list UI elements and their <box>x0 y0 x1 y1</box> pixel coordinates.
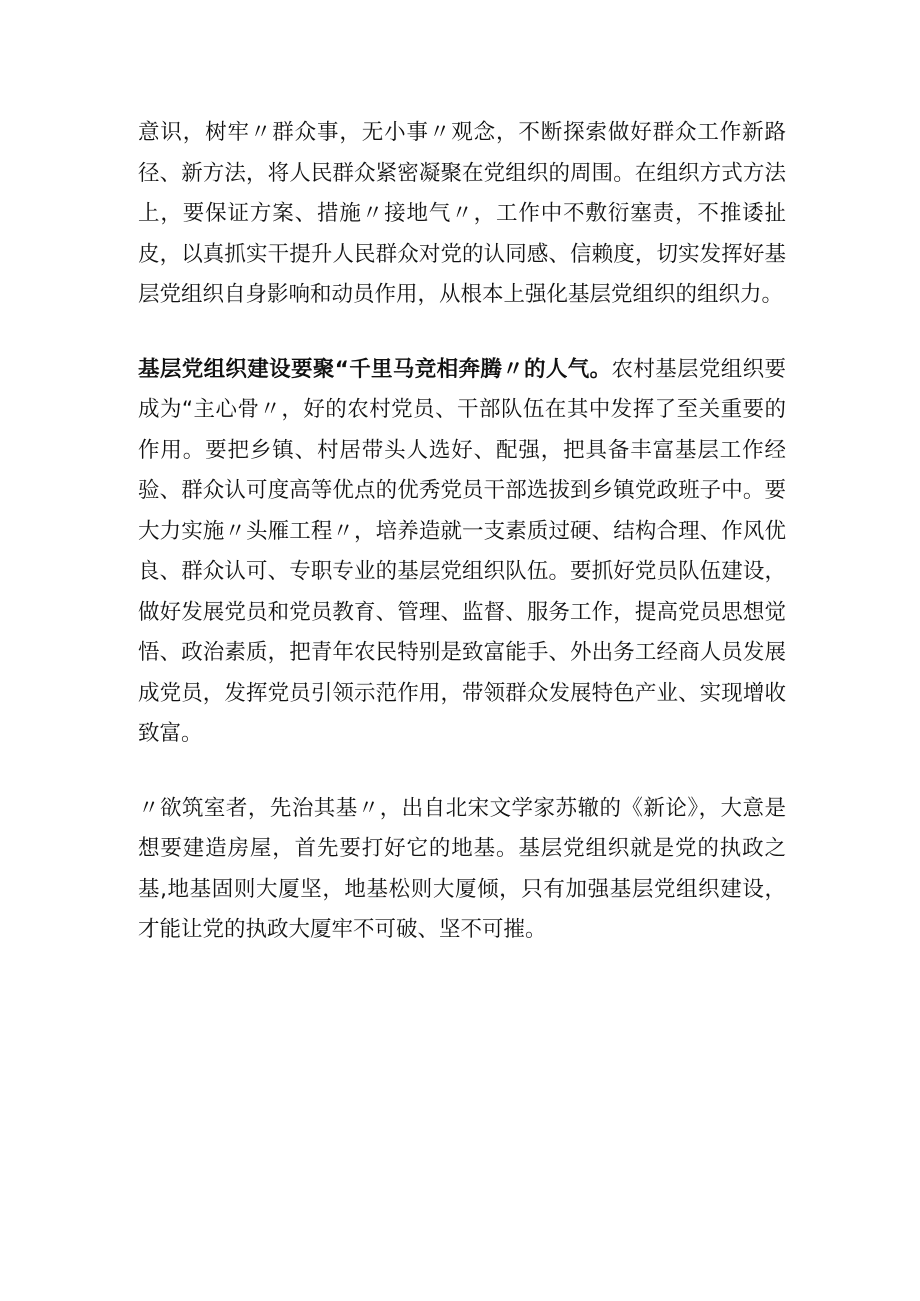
paragraph-2-text: 农村基层党组织要成为“主心骨〃，好的农村党员、干部队伍在其中发挥了至关重要的作用。要把乡镇、村居带头人选好、配强，把具备丰富基层工作经验、群众认可度高等优点的优秀党员干部选拔到乡镇党政班子中。要大力实施〃头雁工程〃，培养造就一支素质过硬、结构合理、作风优良、群众认可、专职专业的基层党组织队伍。要抓好党员队伍建设，做好发展党员和党员教育、管理、监督、服务工作，提高党员思想觉悟、政治素质，把青年农民特别是致富能手、外出务工经商人员发展成党员，发挥党员引领示范作用，带领群众发展特色产业、实现增收致富。 <box>138 356 786 746</box>
paragraph-2-lead: 基层党组织建设要聚“千里马竞相奔腾〃的人气。 <box>138 356 612 382</box>
paragraph-3-text: 〃欲筑室者，先治其基〃，出自北宋文学家苏辙的《新论》，大意是想要建造房屋，首先要打好它的地基。基层党组织就是党的执政之基,地基固则大厦坚，地基松则大厦倾，只有加强基层党组织建设，才能让党的执政大厦牢不可破、坚不可摧。 <box>138 795 786 942</box>
paragraph-2 <box>138 350 786 755</box>
paragraph-3 <box>138 789 786 951</box>
paragraph-1 <box>138 113 786 316</box>
paragraph-1-text: 意识，树牢〃群众事，无小事〃观念，不断探索做好群众工作新路径、新方法，将人民群众紧密凝聚在党组织的周围。在组织方式方法上，要保证方案、措施〃接地气〃，工作中不敷衍塞责，不推诿扯皮，以真抓实干提升人民群众对党的认同感、信赖度，切实发挥好基层党组织自身影响和动员作用，从根本上强化基层党组织的组织力。 <box>138 120 786 307</box>
document-page <box>138 113 786 985</box>
